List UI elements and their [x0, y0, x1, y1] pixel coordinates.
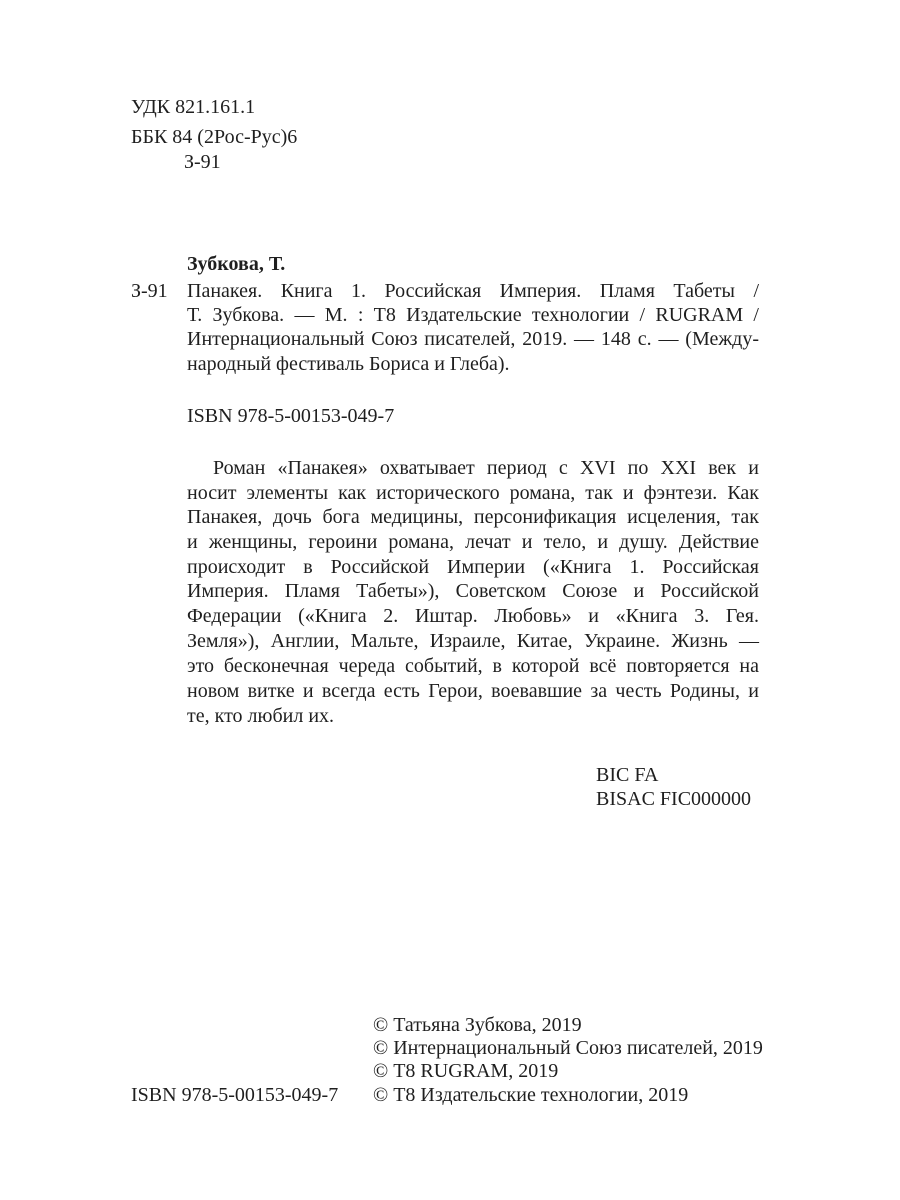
- annotation-line: происходит в Российской Империи («Книга 1. Российская: [187, 556, 759, 578]
- copyright-line: © Татьяна Зубкова, 2019: [373, 1014, 582, 1036]
- author-name: Зубкова, Т.: [187, 253, 286, 275]
- copyright-line: © Т8 Издательские технологии, 2019: [373, 1084, 689, 1106]
- bibliographic-line: Интернациональный Союз писателей, 2019. — 148 с. — (Между-: [187, 328, 759, 350]
- annotation-line: носит элементы как исторического романа, так и фэнтези. Как: [187, 482, 759, 504]
- copyright-line: © Интернациональный Союз писателей, 2019: [373, 1037, 763, 1059]
- udk-code: УДК 821.161.1: [131, 96, 256, 118]
- annotation-line: те, кто любил их.: [187, 705, 335, 727]
- author-sign-code-side: З-91: [131, 280, 168, 302]
- annotation-line: новом витке и всегда есть Герои, воевавшие за честь Родины, и: [187, 680, 759, 702]
- bibliographic-line: Панакея. Книга 1. Российская Империя. Пламя Табеты /: [187, 280, 759, 302]
- annotation-line: Панакея, дочь бога медицины, персонификация исцеления, так: [187, 506, 759, 528]
- annotation-line: Федерации («Книга 2. Иштар. Любовь» и «Книга 3. Гея.: [187, 605, 759, 627]
- bic-code: BIC FA: [596, 764, 659, 786]
- isbn-number-bottom: ISBN 978-5-00153-049-7: [131, 1084, 339, 1106]
- author-sign-code: З-91: [184, 151, 221, 173]
- annotation-line: Земля»), Англии, Мальте, Израиле, Китае, Украине. Жизнь —: [187, 630, 759, 652]
- isbn-number: ISBN 978-5-00153-049-7: [187, 405, 395, 427]
- bbk-code: ББК 84 (2Рос-Рус)6: [131, 126, 298, 148]
- copyright-line: © Т8 RUGRAM, 2019: [373, 1060, 559, 1082]
- bibliographic-line: Т. Зубкова. — М. : Т8 Издательские технологии / RUGRAM /: [187, 304, 759, 326]
- bibliographic-line: народный фестиваль Бориса и Глеба).: [187, 353, 510, 375]
- annotation-line: и женщины, героини романа, лечат и тело, и душу. Действие: [187, 531, 759, 553]
- annotation-line: это бесконечная череда событий, в которой всё повторяется на: [187, 655, 759, 677]
- annotation-line: Империя. Пламя Табеты»), Советском Союзе и Российской: [187, 580, 759, 602]
- annotation-line: Роман «Панакея» охватывает период с XVI по XXI век и: [213, 457, 759, 479]
- bisac-code: BISAC FIC000000: [596, 788, 752, 810]
